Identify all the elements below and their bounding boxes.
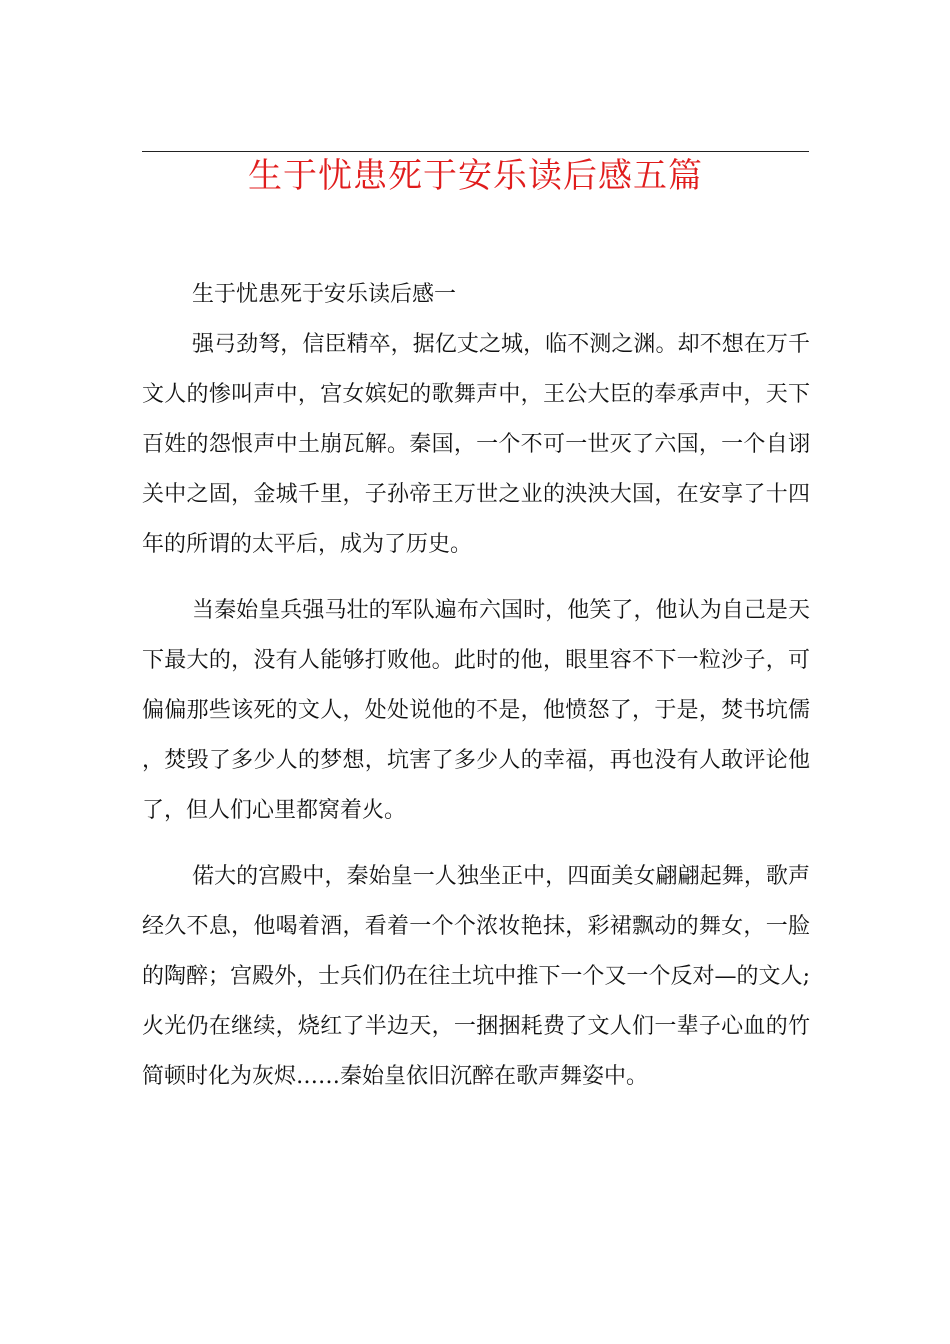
section-heading: 生于忧患死于安乐读后感一 [192,282,457,307]
body-paragraph-1: 强弓劲弩，信臣精卒，据亿丈之城，临不测之渊。却不想在万千文人的惨叫声中，宫女嫔妃的歌舞声中，王公大臣的奉承声中，天下百姓的怨恨声中土崩瓦解。秦国，一个不可一世灭了六国，一个自诩关中之固，金城千里，子孙帝王万世之业的泱泱大国，在安享了十四年的所谓的太平后，成为了历史。 [142,332,810,557]
document-title: 生于忧患死于安乐读后感五篇 [248,156,703,196]
document-body [142,270,810,1102]
body-paragraph-3: 偌大的宫殿中，秦始皇一人独坐正中，四面美女翩翩起舞，歌声经久不息，他喝着酒，看着一个个浓妆艳抹，彩裙飘动的舞女，一脸的陶醉；宫殿外，士兵们仍在往土坑中推下一个又一个反对—的文人;火光仍在继续，烧红了半边天，一捆捆耗费了文人们一辈子心血的竹简顿时化为灰烬……秦始皇依旧沉醉在歌声舞姿中。 [142,864,810,1089]
body-paragraph-2: 当秦始皇兵强马壮的军队遍布六国时，他笑了，他认为自己是天下最大的，没有人能够打败他。此时的他，眼里容不下一粒沙子，可偏偏那些该死的文人，处处说他的不是，他愤怒了，于是，焚书坑儒，焚毁了多少人的梦想，坑害了多少人的幸福，再也没有人敢评论他了，但人们心里都窝着火。 [142,598,810,823]
